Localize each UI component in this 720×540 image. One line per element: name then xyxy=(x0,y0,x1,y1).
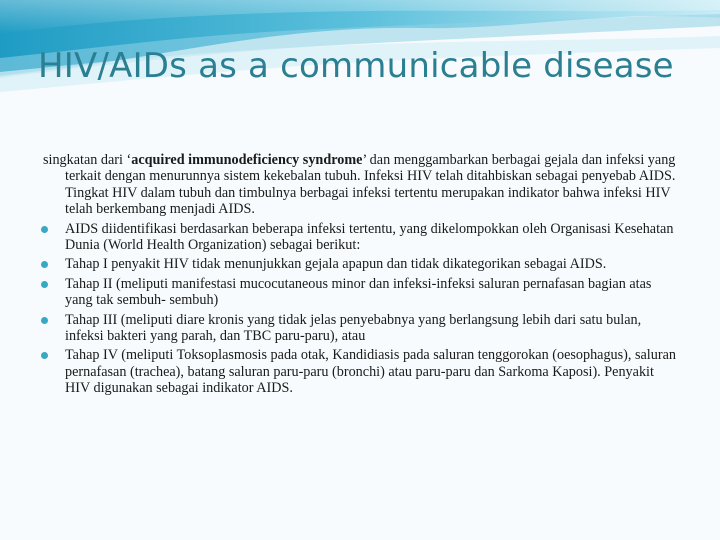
bullet-icon xyxy=(41,352,48,359)
list-item xyxy=(40,347,680,396)
slide-body xyxy=(40,152,680,400)
bullet-text: Tahap IV (meliputi Toksoplasmosis pada otak, Kandidiasis pada saluran tenggorokan (oesophagus), saluran pernafasan (trachea), batang saluran paru-paru (bronchi) atau paru-paru dan Sarkoma Kaposi). Penyakit HIV digunakan sebagai indikator AIDS. xyxy=(65,347,676,397)
list-item xyxy=(40,312,680,345)
bullet-list xyxy=(40,221,680,397)
list-item xyxy=(40,256,680,272)
bullet-text: AIDS diidentifikasi berdasarkan beberapa infeksi tertentu, yang dikelompokkan oleh Organisasi Kesehatan Dunia (World Health Organization) sebagai berikut: xyxy=(65,220,674,254)
bullet-icon xyxy=(41,317,48,324)
bullet-icon xyxy=(41,261,48,268)
bullet-text: Tahap II (meliputi manifestasi mucocutaneous minor dan infeksi-infeksi saluran pernafasan bagian atas yang tak sembuh- sembuh) xyxy=(65,275,652,309)
list-item xyxy=(40,276,680,309)
bullet-icon xyxy=(41,226,48,233)
intro-prefix: singkatan dari ‘ xyxy=(43,152,132,168)
bullet-text: Tahap I penyakit HIV tidak menunjukkan gejala apapun dan tidak dikategorikan sebagai AIDS. xyxy=(65,256,607,273)
intro-suffix: ’ dan menggambarkan berbagai gejala dan infeksi yang terkait dengan menurunnya sistem kekebalan tubuh. Infeksi HIV telah ditahbiskan sebagai penyebab AIDS. Tingkat HIV dalam tubuh dan timbulnya berbagai infeksi tertentu merupakan indikator bahwa infeksi HIV telah berkembang menjadi AIDS. xyxy=(65,152,676,218)
bullet-text: Tahap III (meliputi diare kronis yang tidak jelas penyebabnya yang berlangsung lebih dari satu bulan, infeksi bakteri yang parah, dan TBC paru-paru), atau xyxy=(65,311,642,345)
intro-bold-term: acquired immunodeficiency syndrome xyxy=(131,152,363,168)
slide-title: HIV/AIDs as a communicable disease xyxy=(38,46,674,86)
list-item xyxy=(40,221,680,254)
intro-paragraph xyxy=(40,152,680,218)
bullet-icon xyxy=(41,281,48,288)
